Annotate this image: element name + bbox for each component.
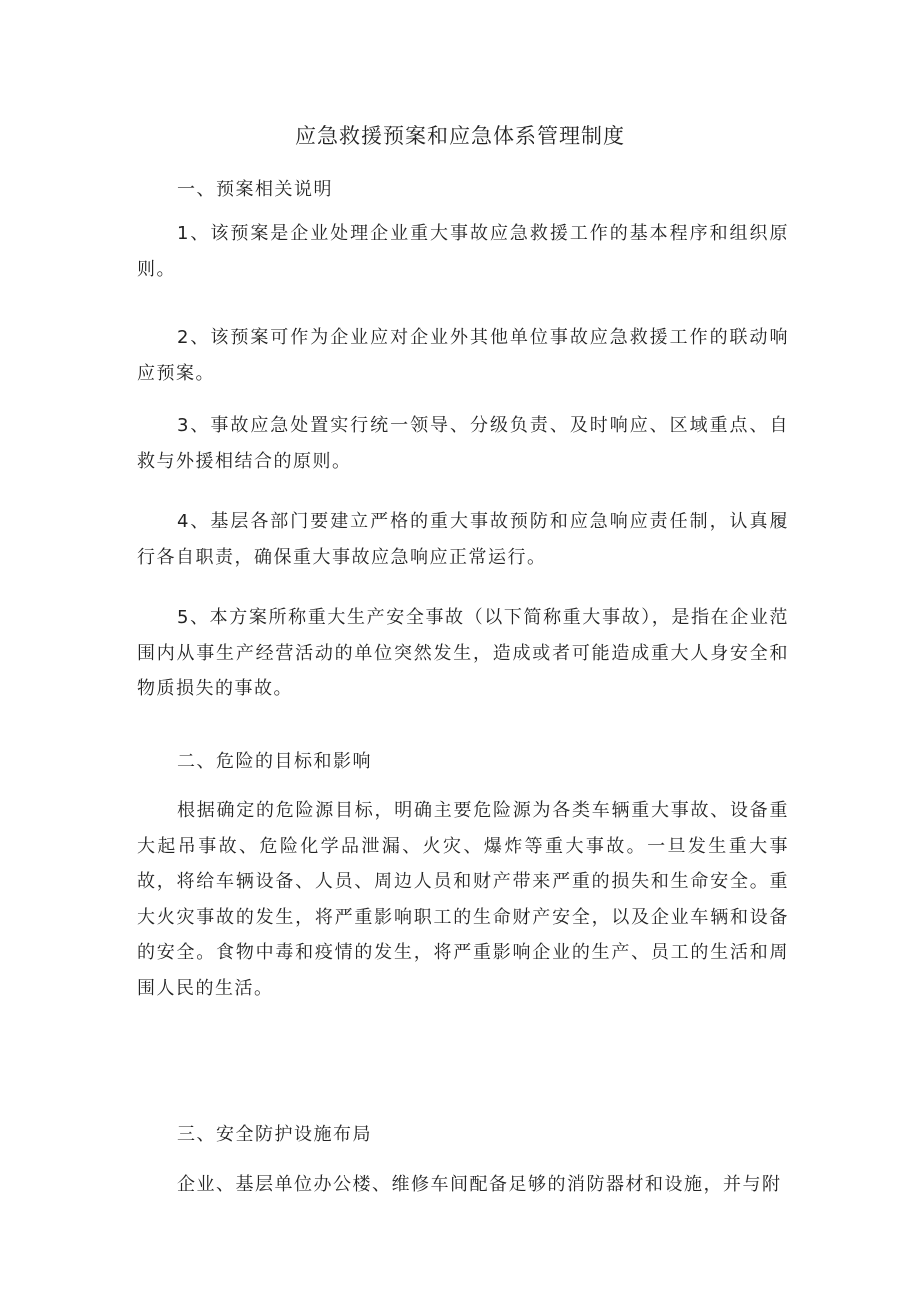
paragraph-item-3: 3、事故应急处置实行统一领导、分级负责、及时响应、区域重点、自救与外援相结合的原则。 — [137, 415, 789, 472]
paragraph-item-2: 2、该预案可作为企业应对企业外其他单位事故应急救援工作的联动响应预案。 — [137, 327, 789, 384]
paragraph-hazards: 根据确定的危险源目标，明确主要危险源为各类车辆重大事故、设备重大起吊事故、危险化学品泄漏、火灾、爆炸等重大事故。一旦发生重大事故，将给车辆设备、人员、周边人员和财产带来严重的损失和生命安全。重大火灾事故的发生，将严重影响职工的生命财产安全，以及企业车辆和设备的安全。食物中毒和疫情的发生，将严重影响企业的生产、员工的生活和周围人民的生活。 — [137, 800, 789, 999]
paragraph-item-1: 1、该预案是企业处理企业重大事故应急救援工作的基本程序和组织原则。 — [137, 223, 789, 280]
section-heading-3: 三、安全防护设施布局 — [177, 1124, 372, 1145]
document-title: 应急救援预案和应急体系管理制度 — [295, 124, 625, 148]
paragraph-item-4: 4、基层各部门要建立严格的重大事故预防和应急响应责任制，认真履行各自职责，确保重大事故应急响应正常运行。 — [137, 511, 789, 568]
section-heading-1: 一、预案相关说明 — [177, 179, 333, 200]
section-heading-2: 二、危险的目标和影响 — [177, 751, 372, 772]
paragraph-facilities: 企业、基层单位办公楼、维修车间配备足够的消防器材和设施，并与附 — [177, 1174, 782, 1195]
paragraph-item-5: 5、本方案所称重大生产安全事故（以下简称重大事故），是指在企业范围内从事生产经营活动的单位突然发生，造成或者可能造成重大人身安全和物质损失的事故。 — [137, 607, 789, 699]
